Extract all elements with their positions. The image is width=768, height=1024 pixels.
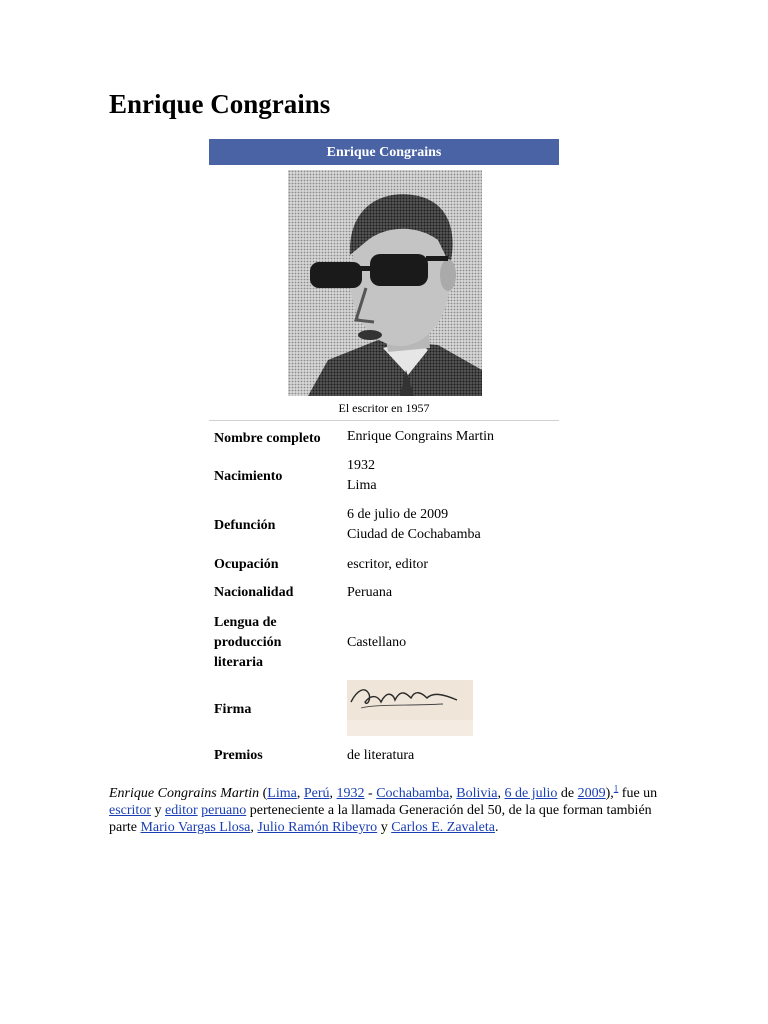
value-defuncion-place: Ciudad de Cochabamba <box>347 527 481 542</box>
portrait-photo[interactable] <box>288 170 482 396</box>
link-peru[interactable]: Perú <box>303 786 330 801</box>
intro-text: , <box>329 786 337 801</box>
intro-text: , <box>449 786 457 801</box>
intro-text: ), <box>605 786 614 801</box>
intro-name: Enrique Congrains Martin <box>109 786 260 801</box>
value-defuncion-date: 6 de julio de 2009 <box>347 507 449 522</box>
page-title: Enrique Congrains <box>109 89 331 119</box>
infobox <box>209 139 559 763</box>
value-lengua: Castellano <box>347 635 407 650</box>
link-carlos-zavaleta[interactable]: Carlos E. Zavaleta <box>391 820 495 835</box>
photo-caption: El escritor en 1957 <box>338 401 430 415</box>
label-nacionalidad: Nacionalidad <box>214 585 294 600</box>
label-lengua-line2: producción <box>214 635 282 650</box>
label-nombre-completo: Nombre completo <box>214 431 321 446</box>
intro-text: , <box>296 786 304 801</box>
link-6-de-julio[interactable]: 6 de julio <box>504 786 558 801</box>
link-bolivia[interactable]: Bolivia <box>456 786 498 801</box>
label-defuncion: Defunción <box>214 518 276 533</box>
link-mario-vargas-llosa[interactable]: Mario Vargas Llosa <box>140 820 251 835</box>
link-1932[interactable]: 1932 <box>336 786 365 801</box>
intro-text: , <box>497 786 505 801</box>
link-julio-ramon-ribeyro[interactable]: Julio Ramón Ribeyro <box>257 820 378 835</box>
intro-text: - <box>364 786 377 801</box>
signature-graphic <box>347 680 473 736</box>
portrait-image <box>288 170 482 396</box>
intro-text: , <box>250 820 258 835</box>
value-ocupacion: escritor, editor <box>347 557 429 572</box>
label-firma: Firma <box>214 702 252 717</box>
label-premios: Premios <box>214 748 263 763</box>
link-2009[interactable]: 2009 <box>577 786 606 801</box>
label-lengua-line3: literaria <box>214 655 263 670</box>
link-peruano[interactable]: peruano <box>201 803 247 818</box>
label-nacimiento: Nacimiento <box>214 469 283 484</box>
value-nombre-completo: Enrique Congrains Martin <box>347 429 494 444</box>
intro-text: fue un <box>618 786 658 801</box>
intro-text: y <box>377 820 392 835</box>
value-premios: de literatura <box>347 748 415 763</box>
value-nacimiento-year: 1932 <box>347 458 375 473</box>
intro-text: y <box>150 803 165 818</box>
infobox-header: Enrique Congrains <box>209 139 559 165</box>
link-cochabamba[interactable]: Cochabamba <box>376 786 450 801</box>
divider <box>209 420 559 421</box>
intro-paragraph <box>109 785 669 836</box>
link-escritor[interactable]: escritor <box>109 803 151 818</box>
link-lima[interactable]: Lima <box>267 786 297 801</box>
value-nacimiento-place: Lima <box>347 478 377 493</box>
label-lengua-line1: Lengua de <box>214 615 277 630</box>
intro-text: perteneciente a la llamada Generación del 50, de la que forman también parte <box>109 803 652 835</box>
label-ocupacion: Ocupación <box>214 557 279 572</box>
intro-text: ( <box>259 786 268 801</box>
value-nacionalidad: Peruana <box>347 585 393 600</box>
intro-text: . <box>494 820 499 835</box>
footnote-link[interactable]: 1 <box>613 783 619 794</box>
signature-image[interactable] <box>347 680 473 736</box>
link-editor[interactable]: editor <box>164 803 198 818</box>
intro-text: de <box>557 786 578 801</box>
